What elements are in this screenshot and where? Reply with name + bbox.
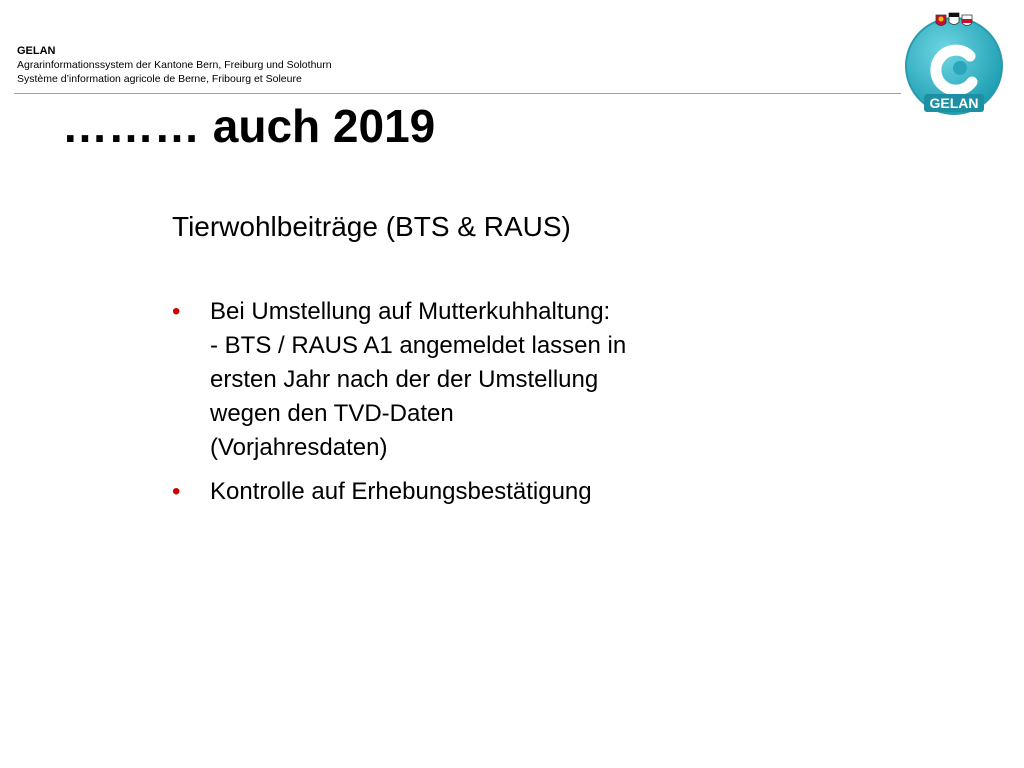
- header-block: [17, 44, 332, 86]
- org-description-de: Agrarinformationssystem der Kantone Bern, Freiburg und Solothurn: [17, 59, 332, 71]
- org-description-fr: Système d’information agricole de Berne, Fribourg et Soleure: [17, 73, 302, 85]
- slide-title: ……… auch 2019: [62, 100, 436, 152]
- bullet-text: Kontrolle auf Erhebungsbestätigung: [210, 478, 592, 505]
- bullet-text: Bei Umstellung auf Mutterkuhhaltung: - BTS / RAUS A1 angemeldet lassen in ersten Jahr nach der der Umstellung wegen den TVD-Daten (Vorjahresdaten): [210, 298, 627, 461]
- bullet-item: [172, 295, 732, 465]
- header-divider: [14, 93, 901, 94]
- bullet-icon: •: [172, 298, 181, 325]
- gelan-logo: [902, 10, 1008, 116]
- bullet-icon: •: [172, 478, 181, 505]
- bullet-item: [172, 475, 732, 509]
- org-name: GELAN: [17, 45, 56, 57]
- bullet-list: [172, 295, 732, 519]
- logo-text: GELAN: [929, 95, 979, 111]
- coat-of-arms-icon: [936, 13, 972, 26]
- slide-subtitle: Tierwohlbeiträge (BTS & RAUS): [172, 211, 571, 242]
